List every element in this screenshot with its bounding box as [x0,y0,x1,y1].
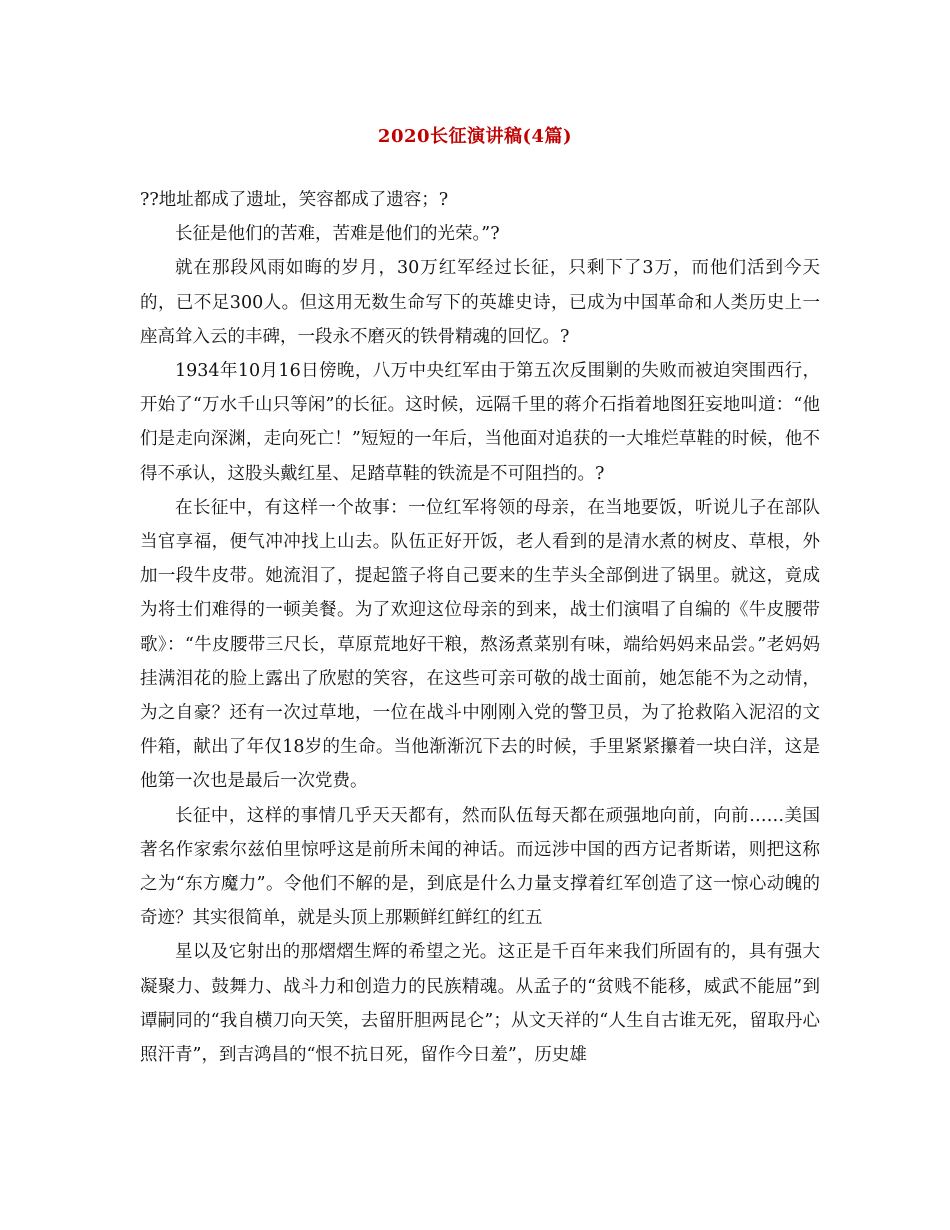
paragraph: 在长征中，有这样一个故事：一位红军将领的母亲，在当地要饭，听说儿子在部队当官享福，便气冲冲找上山去。队伍正好开饭，老人看到的是清水煮的树皮、草根，外加一段牛皮带。她流泪了，提起篮子将自己要来的生芋头全部倒进了锅里。就这，竟成为将士们难得的一顿美餐。为了欢迎这位母亲的到来，战士们演唱了自编的《牛皮腰带歌》：“牛皮腰带三尺长，草原荒地好干粮，熬汤煮菜别有味，端给妈妈来品尝。”老妈妈挂满泪花的脸上露出了欣慰的笑容，在这些可亲可敬的战士面前，她怎能不为之动情，为之自豪？还有一次过草地，一位在战斗中刚刚入党的警卫员，为了抢救陷入泥沼的文件箱，献出了年仅18岁的生命。当他渐渐沉下去的时候，手里紧紧攥着一块白洋，这是他第一次也是最后一次党费。 [140,497,820,792]
paragraph: 长征中，这样的事情几乎天天都有，然而队伍每天都在顽强地向前，向前……美国著名作家索尔兹伯里惊呼这是前所未闻的神话。而远涉中国的西方记者斯诺，则把这称之为“东方魔力”。令他们不解的是，到底是什么力量支撑着红军创造了这一惊心动魄的奇迹？其实很简单，就是头顶上那颗鲜红鲜红的红五 [140,805,820,929]
document-body [140,183,820,1072]
paragraph: 1934年10月16日傍晚，八万中央红军由于第五次反围剿的失败而被迫突围西行，开始了“万水千山只等闲”的长征。这时候，远隔千里的蒋介石指着地图狂妄地叫道：“他们是走向深渊，走向死亡！”短短的一年后，当他面对追获的一大堆烂草鞋的时候，他不得不承认，这股头戴红星、足踏草鞋的铁流是不可阻挡的。? [140,361,820,484]
paragraph: ??地址都成了遗址，笑容都成了遗容；? [140,190,449,210]
document-title: 2020长征演讲稿(4篇) [377,126,573,147]
paragraph: 长征是他们的苦难，苦难是他们的光荣。”? [175,224,500,245]
paragraph: 就在那段风雨如晦的岁月，30万红军经过长征，只剩下了3万，而他们活到今天的，已不足300人。但这用无数生命写下的英雄史诗，已成为中国革命和人类历史上一座高耸入云的丰碑，一段永不磨灭的铁骨精魂的回忆。? [140,258,820,347]
paragraph: 星以及它射出的那熠熠生辉的希望之光。这正是千百年来我们所固有的，具有强大凝聚力、鼓舞力、战斗力和创造力的民族精魂。从孟子的“贫贱不能移，威武不能屈”到谭嗣同的“我自横刀向天笑，去留肝胆两昆仑”；从文天祥的“人生自古谁无死，留取丹心照汗青”，到吉鸿昌的“恨不抗日死，留作今日羞”，历史雄 [140,942,820,1066]
